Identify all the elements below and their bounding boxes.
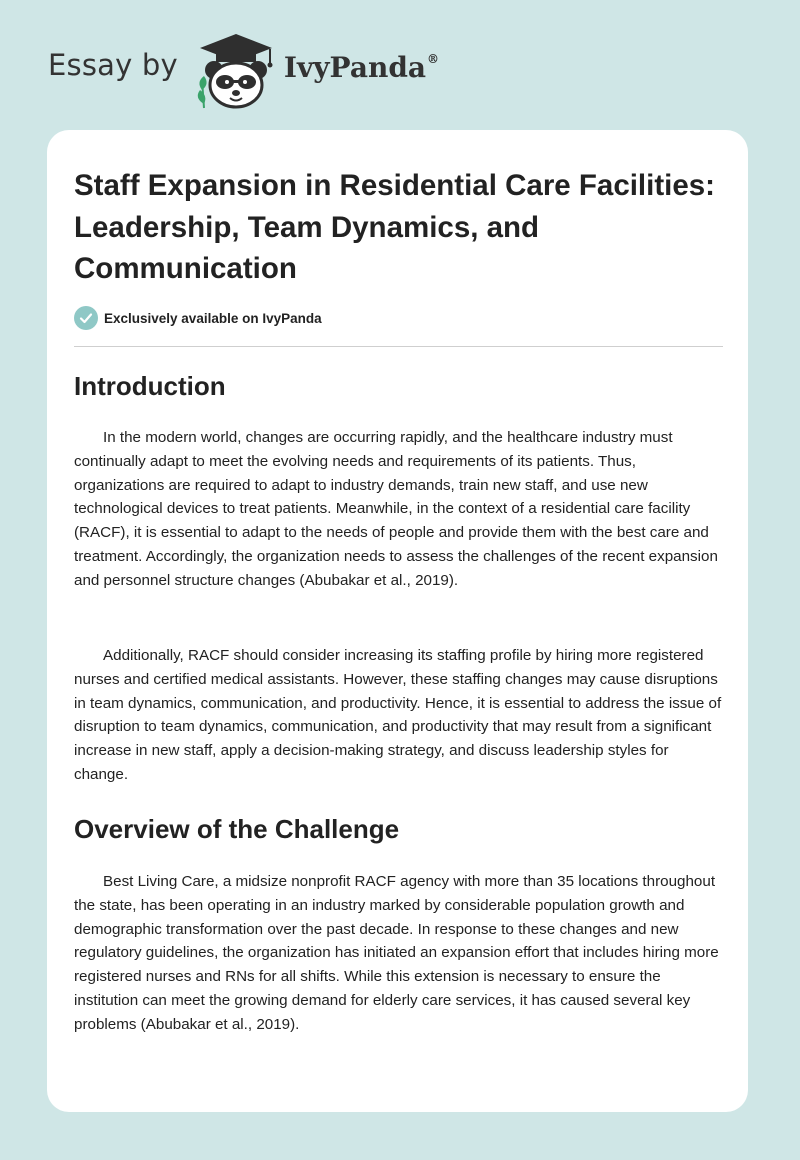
paragraph: Best Living Care, a midsize nonprofit RACF agency with more than 35 locations throughout the state, has been operating in an industry marked by considerable population growth and demographic transformation over the past decade. In response to these changes and new regulatory guidelines, the organization has initiated an expansion effort that includes hiring more registered nurses and RNs for all shifts. While this extension is necessary to ensure the institution can meet the growing demand for elderly care services, it has caused several key problems (Abubakar et al., 2019). [74,873,719,1033]
exclusive-badge [74,306,322,330]
section-heading-overview: Overview of the Challenge [74,814,400,844]
site-header [48,30,439,110]
paragraph: Additionally, RACF should consider increasing its staffing profile by hiring more registered nurses and certified medical assistants. However, these staffing changes may cause disruptions in team dynamics, communication, and productivity. Hence, it is essential to address the issue of disruption to team dynamics, communication, and productivity that may result from a significant increase in new staff, apply a decision-making strategy, and discuss leadership styles for change. [74,647,722,783]
check-icon [74,306,98,330]
essay-by-label: Essay by [48,48,178,82]
exclusive-badge-label: Exclusively available on IvyPanda [104,310,322,326]
section-heading-introduction: Introduction [74,371,226,401]
registered-mark: ® [427,51,440,66]
panda-logo-icon [192,30,280,110]
paragraph: In the modern world, changes are occurring rapidly, and the healthcare industry must continually adapt to meet the evolving needs and requirements of its patients. Thus, organizations are required to adapt to industry demands, train new staff, and use new technological devices to treat patients. Meanwhile, in the context of a residential care facility (RACF), it is essential to adapt to the needs of people and provide them with the best care and treatment. Accordingly, the organization needs to assess the challenges of the recent expansion and personnel structure changes (Abubakar et al., 2019). [74,429,718,589]
brand-name[interactable]: IvyPanda® [283,50,440,84]
divider [74,346,723,347]
article-card [47,130,748,1112]
article-title: Staff Expansion in Residential Care Facilities: Leadership, Team Dynamics, and Communication [74,169,715,285]
